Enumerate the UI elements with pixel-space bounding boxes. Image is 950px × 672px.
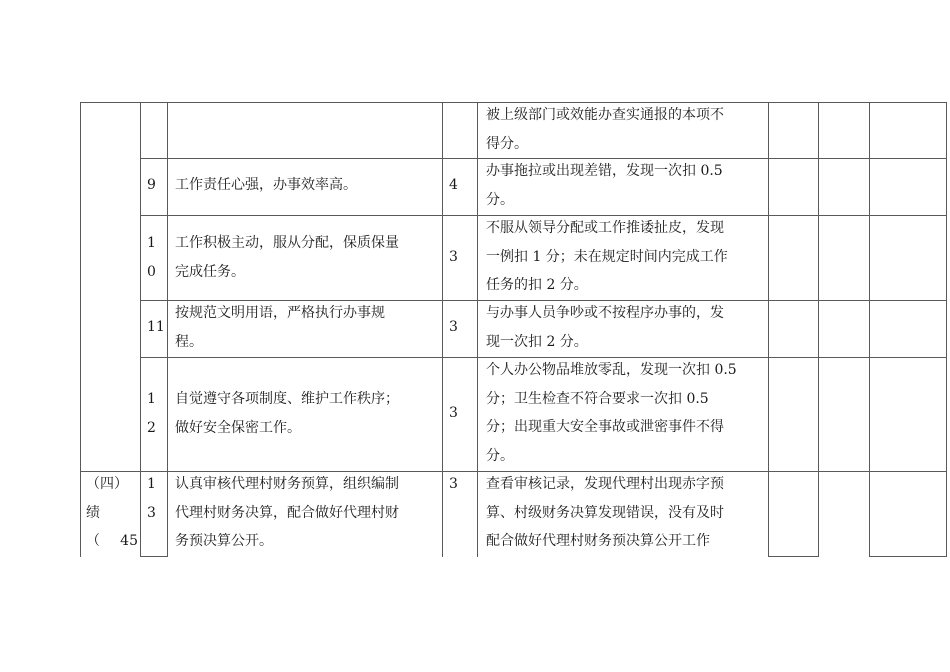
item-number: 1 2	[147, 391, 156, 436]
rule-cell: 不服从领导分配或工作推诿扯皮，发现 一例扣 1 分；未在规定时间内完成工作 任务的扣 2 分。	[486, 220, 728, 293]
score-cell: 3	[449, 249, 458, 265]
category-label: （四） 绩 （ 45	[86, 476, 138, 549]
item-number: 9	[147, 177, 156, 193]
col-border-right	[946, 102, 947, 557]
col-border	[768, 102, 769, 557]
rule-cell: 办事拖拉或出现差错，发现一次扣 0.5 分。	[486, 163, 723, 208]
content-cell: 自觉遵守各项制度、维护工作秩序； 做好安全保密工作。	[175, 391, 399, 436]
rule-cell: 个人办公物品堆放零乱，发现一次扣 0.5 分；卫生检查不符合要求一次扣 0.5 分；出现重大安全事故或泄密事件不得 分。	[486, 362, 737, 464]
score-cell: 3	[449, 319, 458, 335]
content-cell: 按规范文明用语，严格执行办事规 程。	[175, 305, 385, 350]
score-cell: 3	[449, 476, 458, 492]
rule-cell: 与办事人员争吵或不按程序办事的，发 现一次扣 2 分。	[486, 305, 724, 350]
content-cell: 工作责任心强，办事效率高。	[175, 177, 357, 193]
col-border	[818, 102, 819, 557]
col-border	[80, 102, 81, 557]
content-cell: 认真审核代理村财务预算，组织编制 代理村财务决算，配合做好代理村财 务预决算公开。	[175, 476, 399, 549]
score-cell: 3	[449, 405, 458, 421]
content-cell: 工作积极主动，服从分配，保质保量 完成任务。	[175, 235, 399, 280]
row-border-bottom	[140, 556, 167, 557]
item-number: 1 0	[147, 235, 156, 280]
item-number: 11	[147, 319, 165, 335]
rule-cell: 被上级部门或效能办查实通报的本项不 得分。	[486, 107, 724, 152]
score-cell: 4	[449, 177, 458, 193]
row-border-bottom	[768, 556, 818, 557]
row-border-bottom	[869, 556, 947, 557]
col-border	[140, 102, 141, 557]
col-border	[477, 102, 478, 557]
col-border	[442, 102, 443, 557]
rule-cell: 查看审核记录，发现代理村出现赤字预 算、村级财务决算发现错误，没有及时 配合做好代理村财务预决算公开工作	[486, 476, 724, 549]
col-border	[167, 102, 168, 557]
col-border	[869, 102, 870, 557]
item-number: 1 3	[147, 476, 156, 521]
